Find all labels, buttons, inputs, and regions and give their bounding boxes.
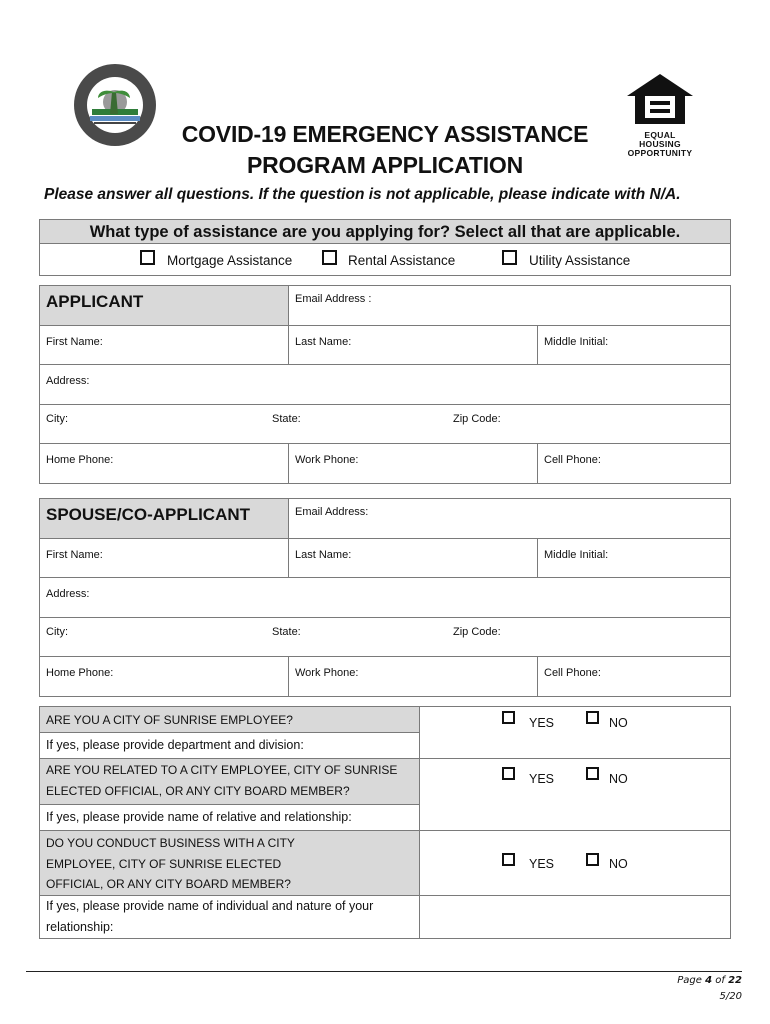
spouse-middle-initial-field[interactable] — [538, 539, 731, 578]
title-line2: PROGRAM APPLICATION — [246, 152, 524, 178]
q3-followup-line1: If yes, please provide name of individual and nature of your — [46, 898, 374, 913]
applicant-cell-phone-field[interactable] — [538, 444, 731, 484]
q3-no-label: NO — [609, 857, 628, 871]
logo-text-bottom — [72, 62, 73, 63]
spouse-work-phone-label: Work Phone: — [295, 667, 359, 679]
q1-label: ARE YOU A CITY OF SUNRISE EMPLOYEE? — [46, 713, 293, 727]
page-of: of — [712, 975, 729, 986]
q1-yes-label: YES — [529, 716, 555, 730]
q2-line1: ARE YOU RELATED TO A CITY EMPLOYEE, CITY OF SUNRISE — [46, 763, 398, 777]
applicant-zip-label[interactable]: Zip Code: — [453, 413, 501, 425]
q3-followup-extra-field[interactable] — [420, 895, 731, 938]
spouse-work-phone-field[interactable] — [289, 657, 538, 697]
q3-followup-field[interactable] — [40, 895, 420, 938]
q1-no-label: NO — [609, 716, 628, 730]
mortgage-checkbox[interactable] — [140, 250, 155, 265]
assistance-type-table — [39, 219, 731, 276]
applicant-middle-initial-field[interactable] — [538, 326, 731, 365]
instructions: Please answer all questions. If the question is not applicable, please indicate with N/A. — [44, 186, 681, 203]
q3-line2: EMPLOYEE, CITY OF SUNRISE ELECTED — [46, 856, 282, 871]
q1-followup-field[interactable] — [40, 733, 420, 759]
q2-followup-label: If yes, please provide name of relative and relationship: — [46, 810, 352, 824]
applicant-email-label: Email Address : — [295, 293, 372, 305]
spouse-last-name-label: Last Name: — [295, 549, 352, 561]
q3-line3: OFFICIAL, OR ANY CITY BOARD MEMBER? — [46, 877, 291, 891]
q2-followup-field[interactable] — [40, 805, 420, 831]
q1-followup-label: If yes, please provide department and division: — [46, 738, 304, 752]
q2-yes-label: YES — [529, 772, 555, 786]
assistance-question: What type of assistance are you applying for? Select all that are applicable. — [89, 222, 681, 241]
spouse-home-phone-field[interactable] — [40, 657, 289, 697]
utility-label: Utility Assistance — [529, 253, 631, 268]
mortgage-label: Mortgage Assistance — [167, 253, 293, 268]
spouse-state-label[interactable]: State: — [272, 626, 301, 638]
spouse-header: SPOUSE/CO-APPLICANT — [46, 505, 251, 524]
spouse-last-name-field[interactable] — [289, 539, 538, 578]
q2-yes-checkbox[interactable] — [502, 767, 515, 780]
applicant-table — [39, 285, 731, 484]
applicant-address-label: Address: — [46, 375, 90, 387]
spouse-home-phone-label: Home Phone: — [46, 667, 114, 679]
spouse-cell-phone-field[interactable] — [538, 657, 731, 697]
applicant-last-name-field[interactable] — [289, 326, 538, 365]
spouse-city-label[interactable]: City: — [46, 626, 68, 638]
spouse-cell-phone-label: Cell Phone: — [544, 667, 601, 679]
spouse-email-field[interactable] — [289, 499, 731, 539]
spouse-first-name-field[interactable] — [40, 539, 289, 578]
rental-checkbox[interactable] — [322, 250, 337, 265]
spouse-table — [39, 498, 731, 697]
q1-yes-checkbox[interactable] — [502, 711, 515, 724]
spouse-address-field[interactable] — [40, 578, 731, 618]
applicant-header: APPLICANT — [46, 292, 144, 311]
spouse-address-label: Address: — [46, 588, 90, 600]
applicant-work-phone-label: Work Phone: — [295, 454, 359, 466]
q2-line2: ELECTED OFFICIAL, OR ANY CITY BOARD MEMBER? — [46, 783, 350, 798]
q3-yes-label: YES — [529, 857, 555, 871]
page-num: 4 — [705, 975, 713, 986]
applicant-cell-phone-label: Cell Phone: — [544, 454, 601, 466]
revision-date: 5/20 — [719, 991, 742, 1002]
eho-line1: EQUAL HOUSING — [639, 130, 681, 149]
applicant-middle-initial-label: Middle Initial: — [544, 336, 609, 348]
q2-no-checkbox[interactable] — [586, 767, 599, 780]
spouse-first-name-label: First Name: — [46, 549, 103, 561]
applicant-home-phone-label: Home Phone: — [46, 454, 114, 466]
applicant-last-name-label: Last Name: — [295, 336, 352, 348]
q3-yes-checkbox[interactable] — [502, 853, 515, 866]
rental-label: Rental Assistance — [348, 253, 456, 268]
page-number — [677, 975, 742, 986]
spouse-middle-initial-label: Middle Initial: — [544, 549, 609, 561]
questions-table — [39, 706, 731, 939]
q3-line1: DO YOU CONDUCT BUSINESS WITH A CITY — [46, 836, 295, 850]
applicant-address-field[interactable] — [40, 365, 731, 405]
spouse-zip-label[interactable]: Zip Code: — [453, 626, 501, 638]
applicant-first-name-field[interactable] — [40, 326, 289, 365]
applicant-home-phone-field[interactable] — [40, 444, 289, 484]
page-prefix: Page — [677, 975, 706, 986]
spouse-email-label: Email Address: — [295, 506, 369, 518]
applicant-work-phone-field[interactable] — [289, 444, 538, 484]
utility-checkbox[interactable] — [502, 250, 517, 265]
q3-followup-line2: relationship: — [46, 919, 114, 934]
applicant-state-label[interactable]: State: — [272, 413, 301, 425]
footer-rule — [26, 971, 742, 972]
applicant-first-name-label: First Name: — [46, 336, 103, 348]
applicant-email-field[interactable] — [289, 286, 731, 326]
q2-no-label: NO — [609, 772, 628, 786]
title-line1: COVID-19 EMERGENCY ASSISTANCE — [181, 121, 589, 147]
q1-no-checkbox[interactable] — [586, 711, 599, 724]
applicant-city-label[interactable]: City: — [46, 413, 68, 425]
eho-line2: OPPORTUNITY — [627, 148, 693, 158]
q3-no-checkbox[interactable] — [586, 853, 599, 866]
page-total: 22 — [728, 975, 742, 986]
